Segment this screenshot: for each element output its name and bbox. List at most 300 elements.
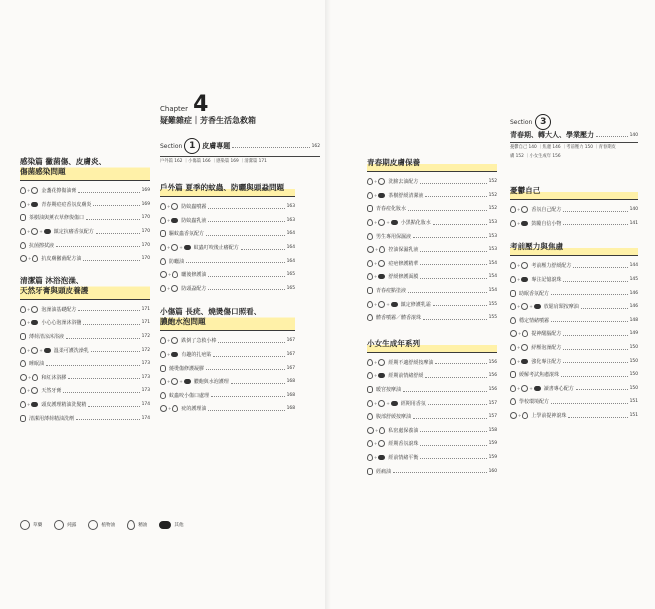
leader	[563, 332, 627, 336]
leader	[46, 362, 140, 366]
page-number: 146	[629, 290, 638, 296]
page-number: 152	[488, 206, 497, 212]
toc-row[interactable]	[510, 273, 638, 287]
toc-row[interactable]	[510, 259, 638, 273]
herb-icon	[160, 405, 167, 412]
ingredient-icons	[510, 330, 529, 337]
ingredient-icons	[20, 187, 39, 194]
other-dots-icon	[534, 304, 541, 309]
oil-drop-icon	[20, 319, 26, 326]
leader	[435, 360, 486, 364]
oil-bottle-icon	[367, 386, 373, 393]
toc-row[interactable]	[510, 409, 638, 423]
toc-row[interactable]	[160, 200, 295, 214]
toc-row[interactable]	[160, 361, 295, 375]
toc-row[interactable]	[20, 398, 150, 412]
page-number: 174	[141, 415, 150, 421]
leader	[91, 348, 140, 352]
ingredient-icons	[367, 400, 399, 407]
ingredient-icons	[510, 206, 529, 213]
legend-label: 其他	[174, 523, 184, 528]
page-number: 153	[488, 247, 497, 253]
plus-icon: +	[517, 304, 521, 310]
ingredient-icons	[160, 351, 179, 358]
legend-item	[20, 520, 42, 530]
oil-drop-icon	[367, 440, 373, 447]
section-label: Section	[160, 142, 183, 150]
leader	[213, 353, 284, 357]
ingredient-icons	[367, 440, 386, 447]
page-number: 156	[488, 387, 497, 393]
toc-row[interactable]	[160, 375, 295, 389]
other-dots-icon	[378, 193, 385, 198]
herb-icon	[171, 203, 178, 210]
oil-drop-icon	[160, 244, 166, 251]
page-number: 154	[488, 260, 497, 266]
herb-icon	[378, 400, 385, 407]
toc-row[interactable]	[367, 410, 497, 424]
page-number: 150	[629, 385, 638, 391]
toc-row[interactable]	[367, 189, 497, 203]
leader	[433, 221, 487, 225]
leader	[563, 278, 627, 282]
ingredient-icons	[367, 454, 386, 461]
toc-list	[20, 184, 150, 266]
oil-bottle-icon	[20, 333, 26, 340]
toc-entry-label: 舒緩修護面膜	[388, 274, 419, 281]
herb-icon	[31, 187, 38, 194]
oil-drop-icon	[367, 314, 373, 321]
toc-row[interactable]	[510, 368, 638, 382]
herb-icon	[31, 387, 38, 394]
oil-drop-icon	[160, 285, 166, 292]
plus-icon: +	[27, 306, 31, 312]
leader	[573, 264, 627, 268]
page-number: 158	[488, 427, 497, 433]
toc-row[interactable]	[20, 384, 150, 398]
toc-row[interactable]	[367, 424, 497, 438]
toc-row[interactable]	[367, 311, 497, 325]
leader	[420, 275, 486, 279]
ingredient-icons	[367, 219, 399, 226]
ingredient-icons	[160, 203, 179, 210]
herb-icon	[20, 374, 27, 381]
leader	[232, 144, 309, 148]
plus-icon: +	[374, 441, 378, 447]
ingredient-icons	[367, 359, 386, 366]
oil-drop-icon	[510, 317, 516, 324]
toc-row[interactable]	[20, 316, 150, 330]
toc-row[interactable]	[20, 343, 150, 357]
leader	[423, 316, 487, 320]
essential-oil-icon	[127, 520, 135, 530]
group-title: 考前壓力與焦慮	[510, 242, 638, 256]
toc-row[interactable]	[367, 297, 497, 311]
other-dots-icon	[171, 218, 178, 223]
page-number: 162	[311, 143, 320, 149]
oil-drop-icon	[367, 273, 373, 280]
toc-list	[160, 200, 295, 295]
page-number: 154	[488, 288, 497, 294]
page-number: 160	[488, 468, 497, 474]
page-number: 163	[286, 217, 295, 223]
group-title-line: 小傷篇 長疣、燒燙傷口照看、	[160, 307, 262, 317]
ingredient-icons	[20, 214, 27, 221]
plus-icon: +	[28, 256, 32, 262]
leader	[428, 401, 487, 405]
legend-label: 精油	[138, 523, 148, 528]
section-number: 3	[535, 114, 551, 130]
plus-icon: +	[375, 427, 379, 433]
herb-icon	[378, 440, 385, 447]
toc-entry-label: 疣的護理油	[181, 406, 207, 413]
other-dots-icon	[534, 386, 541, 391]
section-summary: 膚 152 ｜小女生成年 156	[510, 154, 561, 159]
oil-drop-icon	[160, 392, 166, 399]
leader	[76, 416, 140, 420]
plus-icon: +	[39, 347, 43, 353]
oil-drop-icon	[20, 387, 26, 394]
page-number: 171	[141, 306, 150, 312]
oil-drop-icon	[522, 330, 528, 337]
page-number: 170	[141, 215, 150, 221]
toc-entry-label: 抗皮膚黴菌配方油	[41, 256, 82, 263]
leader	[208, 218, 284, 222]
toc-entry-label: 經期不適舒緩按摩油	[388, 359, 434, 366]
plus-icon: +	[529, 385, 533, 391]
page-number: 164	[286, 231, 295, 237]
oil-drop-icon	[20, 187, 26, 194]
oil-drop-icon	[367, 400, 373, 407]
leader	[551, 400, 628, 404]
oil-drop-icon	[510, 385, 516, 392]
chapter-number: 4	[193, 92, 209, 117]
toc-list	[510, 203, 638, 230]
toc-row[interactable]	[510, 395, 638, 409]
leader	[563, 359, 627, 363]
toc-row[interactable]	[20, 357, 150, 371]
section-number: 1	[184, 138, 200, 154]
leader	[413, 234, 487, 238]
toc-row[interactable]	[20, 252, 150, 266]
toc-list	[20, 303, 150, 425]
toc-row[interactable]	[510, 300, 638, 314]
other-dots-icon	[184, 379, 191, 384]
far-right-column	[510, 186, 638, 422]
toc-row[interactable]	[20, 330, 150, 344]
toc-row[interactable]	[20, 184, 150, 198]
leader	[420, 180, 486, 184]
toc-entry-label: 強化專注配方	[531, 358, 562, 365]
plus-icon: +	[374, 192, 378, 198]
page-number: 170	[141, 229, 150, 235]
toc-entry-label: 經期香氛滾珠	[388, 441, 419, 448]
oil-drop-icon	[379, 427, 385, 434]
section-name: 青春期、轉大人、學業壓力	[510, 131, 594, 139]
toc-row[interactable]	[160, 227, 295, 241]
ingredient-icons	[20, 415, 27, 422]
ingredient-icons	[20, 333, 27, 340]
toc-row[interactable]	[20, 371, 150, 385]
toc-row[interactable]	[367, 396, 497, 410]
group-title	[160, 307, 295, 331]
oil-drop-icon	[20, 347, 26, 354]
toc-list	[367, 356, 497, 478]
toc-entry-label: 驅蚊蟲香氛配方	[169, 231, 205, 238]
toc-row[interactable]	[20, 211, 150, 225]
toc-entry-label: 薄荷清涼沐浴液	[29, 334, 65, 341]
plus-icon: +	[374, 359, 378, 365]
section-summary: 戶外篇 162 ｜小傷篇 166 ｜感染篇 169 ｜清潔篇 171	[160, 159, 267, 164]
leader	[551, 291, 628, 295]
toc-entry-label: 茶樹油與薰衣草修復傷口	[29, 215, 85, 222]
leader	[403, 388, 487, 392]
herb-icon	[31, 306, 38, 313]
other-dots-icon	[378, 373, 385, 378]
herb-icon	[20, 520, 30, 530]
page-number: 150	[629, 372, 638, 378]
toc-row[interactable]	[160, 268, 295, 282]
toc-row[interactable]	[367, 216, 497, 230]
toc-row[interactable]	[160, 402, 295, 416]
toc-row[interactable]	[510, 354, 638, 368]
leader	[218, 339, 284, 343]
leader	[568, 414, 627, 418]
plus-icon: +	[374, 301, 378, 307]
ingredient-icons	[20, 242, 27, 249]
ingredient-icons	[160, 271, 179, 278]
toc-entry-label: 天然牙膏	[41, 388, 62, 395]
leader	[393, 469, 487, 473]
group-title-line: 清潔篇 沐浴泡澡、	[20, 275, 84, 285]
oil-bottle-icon	[160, 230, 166, 237]
leader	[68, 375, 139, 379]
oil-drop-icon	[20, 201, 26, 208]
ingredient-icons	[510, 220, 529, 227]
ingredient-icons	[160, 258, 167, 265]
toc-entry-label: 體香噴霧／體香滾珠	[376, 315, 422, 322]
toc-row[interactable]	[367, 175, 497, 189]
plus-icon: +	[517, 263, 521, 269]
toc-row[interactable]	[510, 314, 638, 328]
leader	[88, 403, 139, 407]
oil-bottle-icon	[20, 214, 26, 221]
toc-row[interactable]	[510, 382, 638, 396]
herb-icon	[367, 246, 374, 253]
toc-entry-label: 溫柔可護洗澡乳	[53, 347, 89, 354]
toc-row[interactable]	[20, 238, 150, 252]
toc-row[interactable]	[367, 383, 497, 397]
oil-drop-icon	[510, 220, 516, 227]
leader	[78, 307, 139, 311]
oil-drop-icon	[20, 401, 26, 408]
toc-row[interactable]	[367, 369, 497, 383]
group-title: 戶外篇 夏季的蚊蟲、防曬與頭蝨問題	[160, 183, 295, 197]
herb-icon	[521, 262, 528, 269]
leader	[241, 246, 285, 250]
toc-row[interactable]	[367, 464, 497, 478]
oil-drop-icon	[367, 359, 373, 366]
herb-icon	[367, 427, 374, 434]
toc-entry-label: 睡眠油	[29, 361, 45, 368]
legend-item	[54, 520, 76, 530]
toc-row[interactable]	[20, 198, 150, 212]
page-number: 156	[488, 359, 497, 365]
leader	[408, 289, 487, 293]
toc-row[interactable]	[367, 437, 497, 451]
toc-row[interactable]	[367, 202, 497, 216]
oil-drop-icon	[367, 260, 373, 267]
toc-row[interactable]	[367, 243, 497, 257]
plus-icon: +	[374, 274, 378, 280]
oil-drop-icon	[160, 258, 166, 265]
other-dots-icon	[31, 320, 38, 325]
toc-row[interactable]	[160, 214, 295, 228]
toc-row[interactable]	[510, 286, 638, 300]
toc-entry-label: 上學前提神滾珠	[531, 413, 567, 420]
oil-drop-icon	[510, 303, 516, 310]
leader	[563, 346, 627, 350]
ingredient-icons	[160, 230, 167, 237]
legend-item	[159, 521, 183, 529]
page-number: 151	[629, 413, 638, 419]
plus-icon: +	[168, 272, 172, 278]
ingredient-icons	[160, 392, 167, 399]
page-number: 164	[286, 258, 295, 264]
toc-row[interactable]	[510, 217, 638, 231]
plus-icon: +	[517, 385, 521, 391]
ingredient-icons	[20, 401, 39, 408]
leader	[63, 389, 139, 393]
ingredient-icons	[367, 273, 386, 280]
page-number: 150	[629, 345, 638, 351]
page-number: 153	[488, 233, 497, 239]
toc-row[interactable]	[160, 389, 295, 403]
plus-icon: +	[167, 204, 171, 210]
toc-list	[160, 334, 295, 416]
ingredient-icons	[367, 178, 386, 185]
oil-bottle-icon	[160, 365, 166, 372]
toc-entry-label: 紓壓泡澡配方	[531, 345, 562, 352]
toc-entry-label: 青春期痘痘香氛皮膚炎	[41, 201, 92, 208]
legend-label: 植物油	[101, 523, 116, 528]
toc-row[interactable]	[367, 270, 497, 284]
other-dots-icon	[521, 359, 528, 364]
toc-entry-label: 頭皮護理精油洗髮精	[41, 402, 87, 409]
toc-row[interactable]	[367, 229, 497, 243]
legend-label: 草藥	[33, 523, 43, 528]
leader	[561, 373, 628, 377]
toc-row[interactable]	[367, 257, 497, 271]
toc-row[interactable]	[367, 284, 497, 298]
middle-column	[160, 183, 295, 416]
leader	[551, 318, 628, 322]
ingredient-icons	[510, 385, 542, 392]
toc-row[interactable]	[160, 348, 295, 362]
toc-entry-label: 鎮定抗癢香氛配方	[53, 229, 94, 236]
toc-row[interactable]	[20, 411, 150, 425]
toc-entry-label: 經期前情緒舒緩	[388, 373, 424, 380]
ingredient-icons	[367, 427, 386, 434]
toc-entry-label: 防蚊蟲乳液	[181, 217, 207, 224]
toc-entry-label: 經痛油	[376, 468, 392, 475]
toc-row[interactable]	[160, 241, 295, 255]
icon-legend	[20, 520, 196, 530]
page-number: 173	[141, 374, 150, 380]
toc-row[interactable]	[160, 282, 295, 296]
plus-icon: +	[167, 338, 171, 344]
leader	[211, 393, 285, 397]
leader	[83, 321, 139, 325]
herb-icon	[171, 378, 178, 385]
plus-icon: +	[27, 402, 31, 408]
toc-entry-label: 私密處保養油	[388, 427, 419, 434]
herb-icon	[171, 285, 178, 292]
toc-row[interactable]	[20, 225, 150, 239]
plus-icon: +	[168, 406, 172, 412]
toc-row[interactable]	[367, 451, 497, 465]
page-number: 167	[286, 365, 295, 371]
leader	[56, 243, 140, 247]
oil-drop-icon	[510, 344, 516, 351]
group-title: 小女生成年系列	[367, 339, 497, 353]
section-summary: 憂鬱自己 140 ｜焦慮 146 ｜考前壓力 150 ｜青春期皮	[510, 145, 616, 150]
toc-row[interactable]	[160, 334, 295, 348]
plus-icon: +	[374, 179, 378, 185]
page-number: 140	[629, 207, 638, 213]
leader	[96, 230, 140, 234]
ingredient-icons	[510, 303, 542, 310]
toc-row[interactable]	[367, 356, 497, 370]
leader	[433, 302, 487, 306]
oil-drop-icon	[510, 398, 516, 405]
herb-icon	[521, 206, 528, 213]
plus-icon: +	[167, 217, 171, 223]
toc-entry-label: 放鬆肩頸按摩油	[543, 304, 579, 311]
oil-bottle-icon	[367, 468, 373, 475]
toc-row[interactable]	[510, 341, 638, 355]
page-number: 165	[286, 285, 295, 291]
plus-icon: +	[374, 373, 378, 379]
oil-drop-icon	[367, 233, 373, 240]
toc-row[interactable]	[20, 303, 150, 317]
page-number: 149	[629, 331, 638, 337]
toc-row[interactable]	[510, 203, 638, 217]
group-title-line: 天然牙膏與頭皮養護	[20, 285, 89, 295]
section-heading	[510, 114, 638, 130]
toc-entry-label: 讀書專心配方	[543, 385, 574, 392]
oil-drop-icon	[367, 219, 373, 226]
toc-row[interactable]	[510, 327, 638, 341]
toc-row[interactable]	[160, 254, 295, 268]
group-title	[20, 276, 150, 300]
plus-icon: +	[517, 358, 521, 364]
other-dots-icon	[378, 274, 385, 279]
herb-icon	[31, 228, 38, 235]
herb-icon	[20, 255, 27, 262]
page-number: 169	[141, 188, 150, 194]
ingredient-icons	[160, 217, 179, 224]
leader	[208, 205, 284, 209]
toc-entry-label: 鎮定修護乳霜	[400, 301, 431, 308]
oil-drop-icon	[510, 276, 516, 283]
ingredient-icons	[160, 285, 179, 292]
leader	[420, 261, 486, 265]
plus-icon: +	[386, 220, 390, 226]
herb-icon	[510, 330, 517, 337]
oil-drop-icon	[367, 413, 373, 420]
leader	[208, 273, 284, 277]
